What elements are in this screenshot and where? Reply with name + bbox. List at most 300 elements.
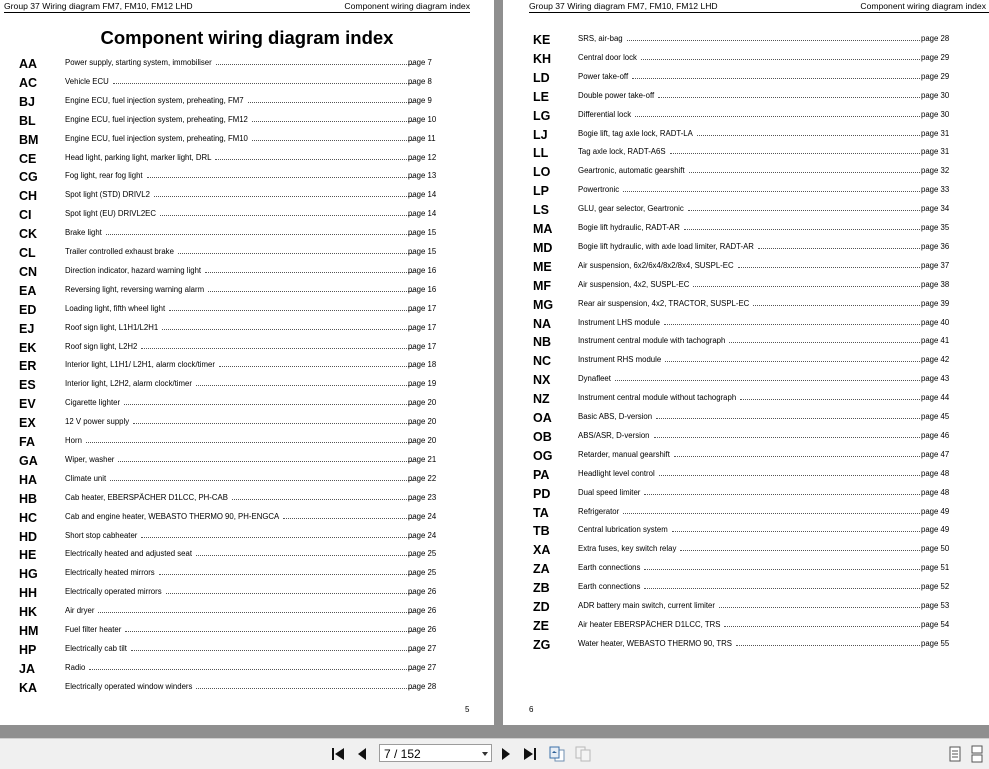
- entry-page-ref: page 22: [408, 473, 437, 483]
- entry-description: Bogie lift hydraulic, with axle load limiter, RADT-AR: [578, 241, 754, 251]
- index-entry: [19, 134, 479, 150]
- index-entry: [19, 606, 479, 622]
- leader-dots: [623, 186, 920, 192]
- entry-code: FA: [19, 435, 35, 449]
- index-entry: [533, 336, 983, 352]
- entry-description: Vehicle ECU: [65, 76, 109, 86]
- prev-page-icon[interactable]: [356, 745, 368, 763]
- entry-description-row: [65, 625, 413, 634]
- entry-page-ref: page 44: [921, 393, 950, 403]
- entry-code: CN: [19, 264, 38, 279]
- entry-code: EJ: [19, 321, 35, 336]
- entry-description-row: [65, 228, 413, 237]
- entry-description: Central lubrication system: [578, 525, 668, 535]
- leader-dots: [680, 545, 920, 551]
- index-entry: [19, 96, 479, 112]
- entry-code: BM: [19, 132, 39, 147]
- index-entry: [19, 228, 479, 244]
- index-entry: [533, 393, 983, 409]
- index-entry: [533, 91, 983, 107]
- entry-description-row: [65, 474, 413, 483]
- entry-code: HM: [19, 624, 39, 638]
- leader-dots: [665, 356, 920, 362]
- entry-description-row: [65, 247, 413, 256]
- leader-dots: [208, 286, 413, 292]
- index-entry: [533, 469, 983, 485]
- entry-code: ES: [19, 378, 36, 393]
- index-entry: [19, 190, 479, 206]
- entry-page-ref: page 17: [408, 322, 437, 332]
- entry-description-row: [65, 304, 413, 313]
- leader-dots: [641, 54, 920, 60]
- index-entry: [533, 374, 983, 390]
- entry-description-row: [65, 209, 413, 218]
- entry-page-ref: page 14: [408, 190, 437, 200]
- index-entry: [533, 525, 983, 541]
- entry-page-ref: page 42: [921, 355, 950, 365]
- entry-code: MA: [533, 222, 553, 236]
- entry-description: Direction indicator, hazard warning light: [65, 265, 202, 275]
- entry-description-row: [65, 96, 413, 105]
- entry-page-ref: page 8: [408, 76, 432, 86]
- entry-description-row: [65, 360, 413, 369]
- entry-code: LP: [533, 184, 549, 199]
- entry-description: Engine ECU, fuel injection system, preheating, FM7: [65, 95, 244, 105]
- entry-description-row: [65, 663, 413, 672]
- entry-description-row: [578, 601, 920, 610]
- entry-page-ref: page 41: [921, 336, 950, 346]
- next-page-icon[interactable]: [500, 745, 512, 763]
- leader-dots: [154, 191, 413, 197]
- entry-description-row: [65, 398, 413, 407]
- entry-description-row: [578, 223, 920, 232]
- index-entry: [19, 682, 479, 698]
- index-entry: [19, 625, 479, 641]
- entry-code: BJ: [19, 94, 35, 109]
- leader-dots: [697, 130, 920, 136]
- index-entry: [19, 247, 479, 263]
- entry-description: Wiper, washer: [65, 454, 115, 464]
- entry-description: Double power take-off: [578, 90, 655, 100]
- entry-description-row: [65, 531, 413, 540]
- header-rule: [529, 12, 989, 13]
- leader-dots: [283, 513, 413, 519]
- leader-dots: [113, 78, 413, 84]
- entry-description: Interior light, L2H2, alarm clock/timer: [65, 379, 192, 389]
- index-entry: [19, 342, 479, 358]
- index-entry: [19, 493, 479, 509]
- entry-page-ref: page 20: [408, 417, 437, 427]
- entry-description: Earth connections: [578, 582, 641, 592]
- entry-description: Instrument central module with tachograph: [578, 336, 726, 346]
- leader-dots: [248, 97, 413, 103]
- entry-page-ref: page 23: [408, 492, 437, 502]
- entry-page-ref: page 55: [921, 638, 950, 648]
- entry-code: OG: [533, 448, 553, 463]
- entry-description-row: [65, 153, 413, 162]
- entry-description: Powertronic: [578, 185, 620, 195]
- entry-code: EK: [19, 340, 37, 355]
- leader-dots: [124, 399, 413, 405]
- leader-dots: [178, 248, 413, 254]
- entry-description-row: [578, 355, 920, 364]
- entry-code: LO: [533, 165, 551, 180]
- entry-description-row: [578, 412, 920, 421]
- leader-dots: [205, 267, 413, 273]
- single-page-view-icon[interactable]: [948, 745, 962, 763]
- entry-code: HC: [19, 510, 38, 525]
- leader-dots: [658, 92, 920, 98]
- entry-page-ref: page 53: [921, 601, 950, 610]
- entry-description: Cab and engine heater, WEBASTO THERMO 90, PH-ENGCA: [65, 511, 280, 521]
- entry-code: EX: [19, 416, 36, 431]
- header-left-text: Group 37 Wiring diagram FM7, FM10, FM12 LHD: [4, 1, 193, 11]
- leader-dots: [656, 413, 920, 419]
- entry-description: Electrically operated mirrors: [65, 587, 162, 597]
- leader-dots: [98, 607, 413, 613]
- index-entry: [533, 110, 983, 126]
- leader-dots: [159, 569, 413, 575]
- entry-description: Dynafleet: [578, 374, 611, 384]
- entry-description-row: [65, 587, 413, 596]
- index-entry: [533, 601, 983, 617]
- leader-dots: [632, 73, 920, 79]
- page-indicator: 7 / 152: [384, 747, 421, 761]
- entry-description: Electrically operated window winders: [65, 681, 193, 691]
- entry-description: Head light, parking light, marker light, DRL: [65, 152, 212, 162]
- header-rule: [4, 12, 470, 13]
- index-entry: [19, 77, 479, 93]
- entry-code: PA: [533, 467, 550, 482]
- entry-description-row: [578, 147, 920, 156]
- index-entry: [533, 280, 983, 296]
- leader-dots: [141, 343, 413, 349]
- entry-description: Electrically heated and adjusted seat: [65, 549, 192, 559]
- entry-description-row: [578, 261, 920, 270]
- index-entry: [19, 474, 479, 490]
- leader-dots: [110, 475, 413, 481]
- entry-code: HG: [19, 567, 38, 582]
- leader-dots: [740, 394, 920, 400]
- index-entry: [19, 455, 479, 471]
- entry-description-row: [578, 129, 920, 138]
- entry-page-ref: page 24: [408, 511, 437, 521]
- index-entry: [533, 185, 983, 201]
- leader-dots: [216, 59, 413, 65]
- entry-page-ref: page 30: [921, 90, 950, 100]
- index-entry: [19, 379, 479, 395]
- entry-page-ref: page 12: [408, 152, 437, 162]
- entry-description-row: [65, 58, 413, 67]
- leader-dots: [125, 626, 413, 632]
- entry-code: MD: [533, 240, 553, 255]
- leader-dots: [160, 210, 413, 216]
- header-left-text: Group 37 Wiring diagram FM7, FM10, FM12 LHD: [529, 1, 718, 11]
- index-entry: [533, 450, 983, 466]
- entry-code: NB: [533, 335, 552, 350]
- entry-code: HH: [19, 586, 38, 601]
- index-entry: [19, 531, 479, 547]
- leader-dots: [196, 380, 413, 386]
- entry-description: Cigarette lighter: [65, 398, 121, 408]
- entry-description-row: [578, 72, 920, 81]
- go-forward-icon[interactable]: [574, 745, 592, 763]
- entry-code: MF: [533, 278, 552, 293]
- index-entry: [533, 507, 983, 523]
- entry-page-ref: page 17: [408, 341, 437, 351]
- entry-description: Roof sign light, L2H2: [65, 341, 138, 351]
- entry-code: NA: [533, 316, 552, 331]
- index-entry: [533, 166, 983, 182]
- entry-page-ref: page 27: [408, 662, 437, 672]
- index-entry: [533, 639, 983, 655]
- entry-page-ref: page 30: [921, 109, 950, 119]
- entry-page-ref: page 26: [408, 606, 437, 616]
- entry-description: Instrument central module without tachograph: [578, 393, 737, 403]
- entry-description: Fog light, rear fog light: [65, 171, 143, 181]
- entry-description: SRS, air-bag: [578, 34, 623, 43]
- index-entry: [19, 436, 479, 452]
- entry-page-ref: page 25: [408, 568, 437, 578]
- entry-code: BL: [19, 113, 36, 128]
- entry-description-row: [65, 115, 413, 124]
- entry-page-ref: page 32: [921, 166, 950, 176]
- index-entry: [533, 53, 983, 69]
- index-entry: [533, 147, 983, 163]
- entry-description: Rear air suspension, 4x2, TRACTOR, SUSPL-EC: [578, 298, 750, 308]
- leader-dots: [169, 305, 413, 311]
- first-page-icon[interactable]: [331, 745, 345, 763]
- entry-description: Loading light, fifth wheel light: [65, 303, 166, 313]
- entry-description: Fuel filter heater: [65, 625, 122, 634]
- entry-code: OA: [533, 411, 552, 425]
- header-right-text: Component wiring diagram index: [344, 1, 470, 11]
- entry-description: Air dryer: [65, 606, 95, 616]
- entry-description-row: [578, 393, 920, 402]
- index-entry: [19, 663, 479, 679]
- index-entry: [19, 644, 479, 660]
- entry-code: CE: [19, 151, 37, 166]
- leader-dots: [131, 645, 413, 651]
- entry-code: TB: [533, 524, 550, 539]
- continuous-view-icon[interactable]: [970, 745, 984, 763]
- index-entry: [19, 171, 479, 187]
- entry-code: AC: [19, 75, 38, 90]
- entry-code: CL: [19, 246, 36, 260]
- entry-description: Headlight level control: [578, 468, 655, 478]
- entry-page-ref: page 48: [921, 468, 950, 478]
- entry-description: Spot light (STD) DRIVL2: [65, 190, 150, 200]
- entry-code: HK: [19, 605, 38, 620]
- entry-description-row: [578, 469, 920, 478]
- entry-code: TA: [533, 505, 549, 520]
- index-entry: [533, 563, 983, 579]
- entry-page-ref: page 15: [408, 228, 437, 238]
- entry-description-row: [65, 134, 413, 143]
- leader-dots: [693, 281, 920, 287]
- entry-page-ref: page 9: [408, 95, 432, 105]
- entry-description: Brake light: [65, 228, 102, 238]
- leader-dots: [196, 683, 413, 689]
- index-entry: [533, 72, 983, 88]
- entry-page-ref: page 7: [408, 58, 432, 67]
- leader-dots: [758, 243, 920, 249]
- leader-dots: [623, 508, 920, 514]
- leader-dots: [118, 456, 413, 462]
- entry-code: KH: [533, 51, 552, 66]
- entry-page-ref: page 35: [921, 223, 950, 232]
- leader-dots: [659, 470, 920, 476]
- entry-description-row: [65, 493, 413, 502]
- entry-page-ref: page 45: [921, 412, 950, 421]
- entry-description: Differential lock: [578, 109, 632, 119]
- entry-description: Electrically heated mirrors: [65, 568, 155, 578]
- entry-description-row: [65, 512, 413, 521]
- leader-dots: [106, 229, 413, 235]
- page-left: [0, 0, 494, 725]
- entry-description: ABS/ASR, D-version: [578, 430, 650, 440]
- leader-dots: [635, 111, 920, 117]
- entry-description: Trailer controlled exhaust brake: [65, 247, 174, 256]
- entry-description-row: [578, 639, 920, 648]
- last-page-icon[interactable]: [523, 745, 537, 763]
- entry-description: ADR battery main switch, current limiter: [578, 601, 715, 610]
- page-number-select[interactable]: [379, 744, 492, 762]
- index-entry: [533, 261, 983, 277]
- entry-description: Roof sign light, L1H1/L2H1: [65, 322, 159, 332]
- entry-description-row: [578, 280, 920, 289]
- entry-page-ref: page 28: [921, 34, 950, 43]
- entry-description: Cab heater, EBERSPÄCHER D1LCC, PH-CAB: [65, 492, 228, 502]
- page-right: [503, 0, 989, 725]
- entry-description-row: [578, 299, 920, 308]
- index-entry: [533, 412, 983, 428]
- entry-code: LJ: [533, 127, 548, 142]
- index-entry: [19, 360, 479, 376]
- entry-code: PD: [533, 486, 551, 501]
- entry-page-ref: page 46: [921, 430, 950, 440]
- header-right-text: Component wiring diagram index: [860, 1, 986, 11]
- index-entry: [19, 153, 479, 169]
- entry-description-row: [65, 190, 413, 199]
- leader-dots: [684, 224, 920, 230]
- entry-description-row: [65, 644, 413, 653]
- entry-code: HP: [19, 642, 37, 657]
- entry-page-ref: page 37: [921, 260, 950, 270]
- entry-page-ref: page 18: [408, 360, 437, 370]
- page-number: 5: [465, 705, 470, 714]
- entry-description-row: [65, 455, 413, 464]
- entry-description: Retarder, manual gearshift: [578, 449, 670, 459]
- entry-description: Water heater, WEBASTO THERMO 90, TRS: [578, 638, 732, 648]
- entry-page-ref: page 51: [921, 563, 950, 573]
- entry-description-row: [65, 379, 413, 388]
- entry-description: Earth connections: [578, 563, 641, 573]
- entry-page-ref: page 17: [408, 303, 437, 313]
- entry-description-row: [578, 582, 920, 591]
- entry-description: Bogie lift hydraulic, RADT-AR: [578, 223, 680, 232]
- entry-page-ref: page 16: [408, 284, 437, 294]
- index-entry: [19, 58, 479, 74]
- index-entry: [533, 488, 983, 504]
- index-entry: [19, 512, 479, 528]
- leader-dots: [252, 135, 413, 141]
- leader-dots: [162, 324, 413, 330]
- leader-dots: [738, 262, 920, 268]
- entry-description: Basic ABS, D-version: [578, 412, 653, 421]
- leader-dots: [719, 602, 920, 608]
- index-entry: [533, 544, 983, 560]
- entry-page-ref: page 15: [408, 247, 437, 256]
- entry-code: LG: [533, 108, 551, 123]
- entry-description-row: [578, 34, 920, 43]
- entry-page-ref: page 26: [408, 625, 437, 634]
- page-title: Component wiring diagram index: [100, 27, 394, 48]
- entry-description-row: [578, 204, 920, 213]
- entry-description-row: [578, 544, 920, 553]
- entry-page-ref: page 54: [921, 619, 950, 629]
- entry-description: Dual speed limiter: [578, 487, 641, 497]
- entry-page-ref: page 36: [921, 241, 950, 251]
- entry-page-ref: page 31: [921, 128, 950, 138]
- entry-description-row: [578, 166, 920, 175]
- leader-dots: [670, 148, 920, 154]
- index-entry: [533, 34, 983, 50]
- leader-dots: [729, 337, 920, 343]
- entry-description-row: [578, 488, 920, 497]
- leader-dots: [219, 361, 413, 367]
- entry-description: Radio: [65, 662, 86, 672]
- leader-dots: [147, 172, 413, 178]
- leader-dots: [252, 116, 413, 122]
- entry-page-ref: page 34: [921, 204, 950, 214]
- entry-page-ref: page 10: [408, 114, 437, 124]
- entry-page-ref: page 47: [921, 449, 950, 459]
- entry-page-ref: page 31: [921, 147, 950, 157]
- leader-dots: [753, 300, 920, 306]
- entry-code: HB: [19, 491, 38, 506]
- entry-description-row: [65, 606, 413, 615]
- entry-description: Electrically cab tilt: [65, 643, 127, 653]
- entry-page-ref: page 43: [921, 374, 950, 384]
- entry-description: Interior light, L1H1/ L2H1, alarm clock/timer: [65, 360, 215, 370]
- entry-description-row: [65, 77, 413, 86]
- entry-code: ZE: [533, 618, 549, 633]
- entry-description: Short stop cabheater: [65, 530, 138, 540]
- leader-dots: [133, 418, 413, 424]
- entry-description: Reversing light, reversing warning alarm: [65, 284, 205, 294]
- leader-dots: [664, 319, 920, 325]
- entry-code: ZG: [533, 637, 551, 652]
- go-back-icon[interactable]: [548, 745, 566, 763]
- entry-description: Extra fuses, key switch relay: [578, 544, 677, 554]
- entry-page-ref: page 25: [408, 549, 437, 559]
- entry-description-row: [65, 549, 413, 558]
- entry-code: NX: [533, 373, 551, 388]
- entry-code: HE: [19, 548, 37, 563]
- entry-code: ZA: [533, 562, 550, 577]
- entry-code: EV: [19, 397, 36, 412]
- entry-description: Bogie lift, tag axle lock, RADT-LA: [578, 128, 693, 138]
- entry-description: Air heater EBERSPÄCHER D1LCC, TRS: [578, 619, 721, 629]
- entry-description: Instrument LHS module: [578, 317, 660, 327]
- entry-code: CK: [19, 227, 38, 242]
- index-entry: [19, 285, 479, 301]
- entry-page-ref: page 28: [408, 681, 437, 691]
- index-entry: [19, 209, 479, 225]
- entry-description: Spot light (EU) DRIVL2EC: [65, 209, 156, 219]
- entry-description-row: [65, 417, 413, 426]
